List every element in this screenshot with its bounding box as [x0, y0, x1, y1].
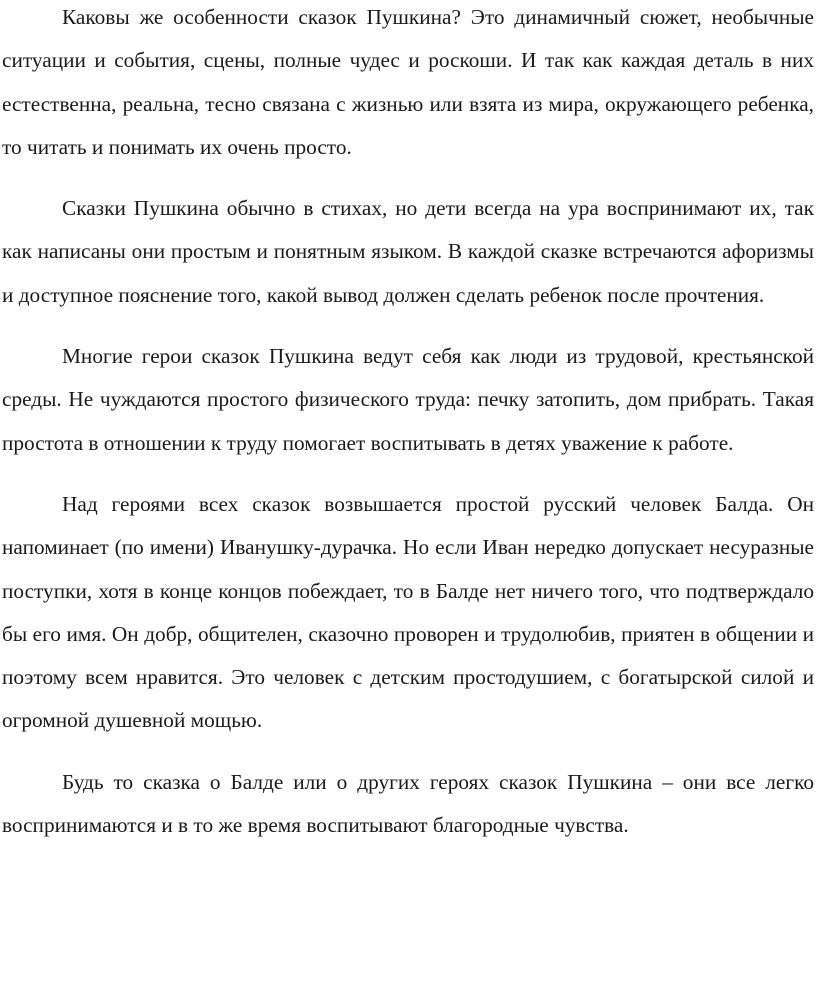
paragraph-3: Многие герои сказок Пушкина ведут себя как люди из трудовой, крестьянской среды. Не чуждаются простого физического труда: печку затопить, дом прибрать. Такая простота в отношении к труду помогает воспитывать в детях уважение к работе.	[2, 344, 814, 455]
paragraph-4: Над героями всех сказок возвышается простой русский человек Балда. Он напоминает (по имени) Иванушку-дурачка. Но если Иван нередко допускает несуразные поступки, хотя в конце концов побеждает, то в Балде нет ничего того, что подтверждало бы его имя. Он добр, общителен, сказочно проворен и трудолюбив, приятен в общении и поэтому всем нравится. Это человек с детским простодушием, с богатырской силой и огромной душевной мощью.	[2, 491, 814, 733]
paragraph-2: Сказки Пушкина обычно в стихах, но дети всегда на ура воспринимают их, так как написаны они простым и понятным языком. В каждой сказке встречаются афоризмы и доступное пояснение того, какой вывод должен сделать ребенок после прочтения.	[2, 196, 814, 307]
paragraph-5: Будь то сказка о Балде или о других героях сказок Пушкина – они все легко воспринимаются и в то же время воспитывают благородные чувства.	[2, 769, 814, 838]
paragraph-1: Каковы же особенности сказок Пушкина? Это динамичный сюжет, необычные ситуации и события, сцены, полные чудес и роскоши. И так как каждая деталь в них естественна, реальна, тесно связана с жизнью или взята из мира, окружающего ребенка, то читать и понимать их очень просто.	[2, 5, 814, 159]
